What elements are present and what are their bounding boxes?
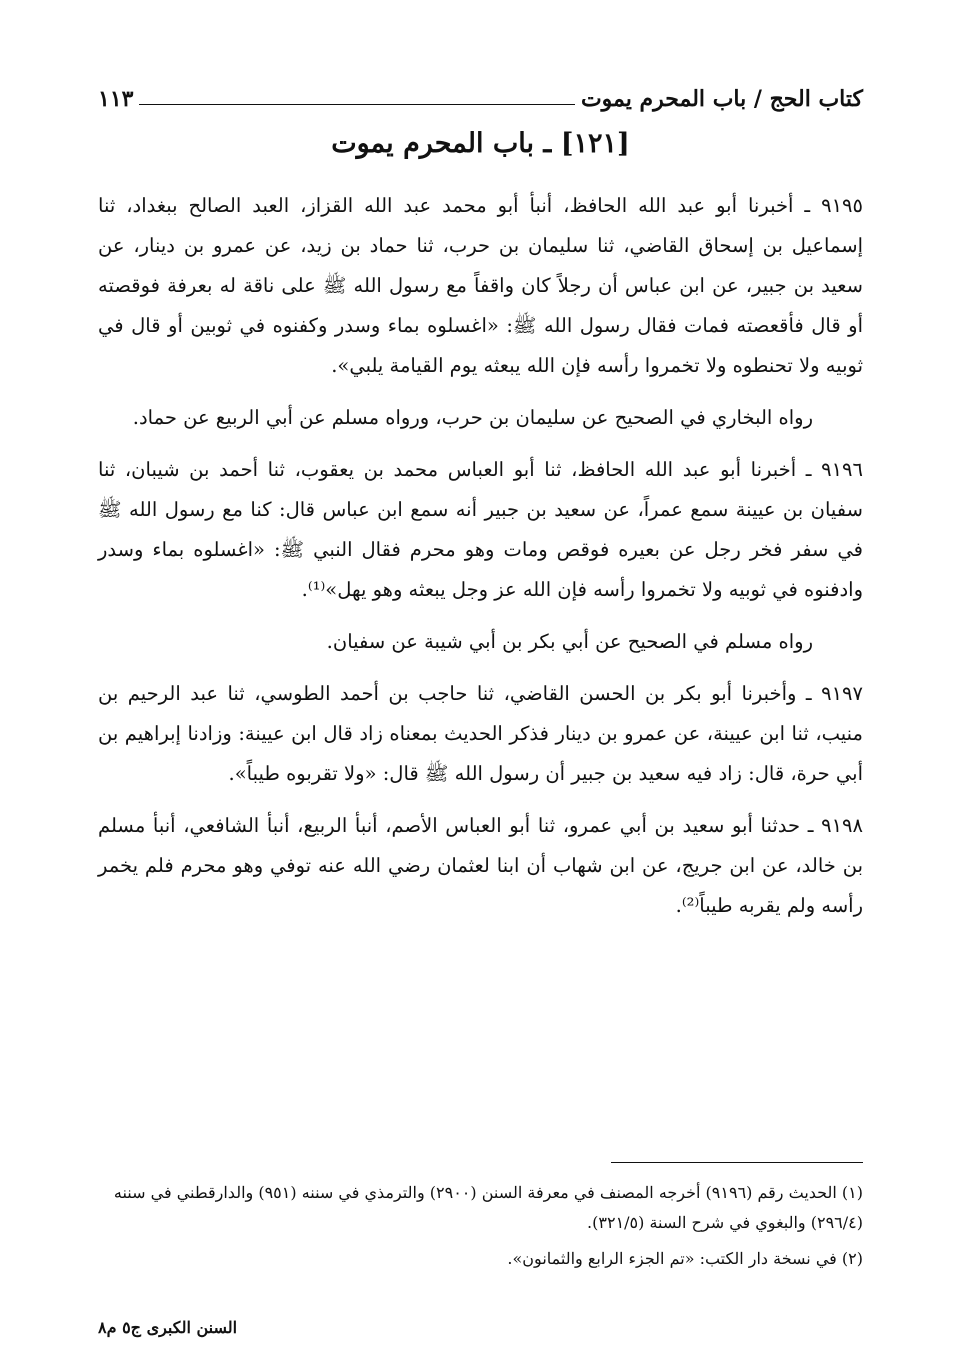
footnotes <box>98 1178 863 1280</box>
running-header <box>98 78 863 112</box>
chapter-title: [١٢١] ـ باب المحرم يموت <box>331 128 630 159</box>
hadith-9198: ٩١٩٨ ـ حدثنا أبو سعيد بن أبي عمرو، ثنا أبو العباس الأصم، أنبأ الربيع، أنبأ الشافعي، أنبأ مسلم بن خالد، عن ابن جريج، عن ابن شهاب أن ابنا لعثمان رضي الله عنه توفي وهو محرم فلم يخمر رأسه ولم يقربه طيباً⁽²⁾. <box>98 814 863 917</box>
hadith-9197: ٩١٩٧ ـ وأخبرنا أبو بكر بن الحسن القاضي، ثنا حاجب بن أحمد الطوسي، ثنا عبد الرحيم بن منيب، ثنا ابن عيينة، عن عمرو بن دينار فذكر الحديث بمعناه زاد قال ابن عيينة: وزادنا إبراهيم بن أبي حرة، قال: زاد فيه سعيد بن جبير أن رسول الله ﷺ قال: «ولا تقربوه طيباً». <box>98 682 863 785</box>
body-text <box>98 186 863 938</box>
header-rule <box>139 104 575 105</box>
footnote-2: (٢) في نسخة دار الكتب: «تم الجزء الرابع والثمانون». <box>507 1249 863 1268</box>
footnote-1: (١) الحديث رقم (٩١٩٦) أخرجه المصنف في معرفة السنن (٢٩٠٠) والترمذي في سننه (٩٥١) والدارقطني في سننه (٢٩٦/٤) والبغوي في شرح السنة (٣٢١/٥). <box>113 1183 863 1232</box>
narration-note-2: رواه مسلم في الصحيح عن أبي بكر بن أبي شيبة عن سفيان. <box>326 630 813 653</box>
page-number: ١١٣ <box>98 86 134 112</box>
hadith-9195: ٩١٩٥ ـ أخبرنا أبو عبد الله الحافظ، أنبأ أبو محمد عبد الله القزاز، العبد الصالح ببغداد، ثنا إسماعيل بن إسحاق القاضي، ثنا سليمان بن حرب، ثنا حماد بن زيد، عن عمرو بن دينار، عن سعيد بن جبير، عن ابن عباس أن رجلاً كان واقفاً مع رسول الله ﷺ على ناقة له بعرفة فوقصته أو قال فأقعصته فمات فقال رسول الله ﷺ: «اغسلوه بماء وسدر وكفنوه في ثوبين أو قال في ثوبيه ولا تحنطوه ولا تخمروا رأسه فإن الله يبعثه يوم القيامة يلبي». <box>98 194 863 377</box>
hadith-9196: ٩١٩٦ ـ أخبرنا أبو عبد الله الحافظ، ثنا أبو العباس محمد بن يعقوب، ثنا أحمد بن شيبان، ثنا سفيان بن عيينة سمع عمراً، عن سعيد بن جبير أنه سمع ابن عباس قال: كنا مع رسول الله ﷺ في سفر فخر رجل عن بعيره فوقص ومات وهو محرم فقال النبي ﷺ: «اغسلوه بماء وسدر وادفنوه في ثوبيه ولا تخمروا رأسه فإن الله عز وجل يبعثه وهو يهل»⁽¹⁾. <box>98 458 863 601</box>
printer-signature-mark: السنن الكبرى ج٥ م٨ <box>98 1318 238 1337</box>
running-title: كتاب الحج / باب المحرم يموت <box>580 86 863 112</box>
narration-note-1: رواه البخاري في الصحيح عن سليمان بن حرب، ورواه مسلم عن أبي الربيع عن حماد. <box>132 406 813 429</box>
footnote-rule <box>611 1162 863 1163</box>
